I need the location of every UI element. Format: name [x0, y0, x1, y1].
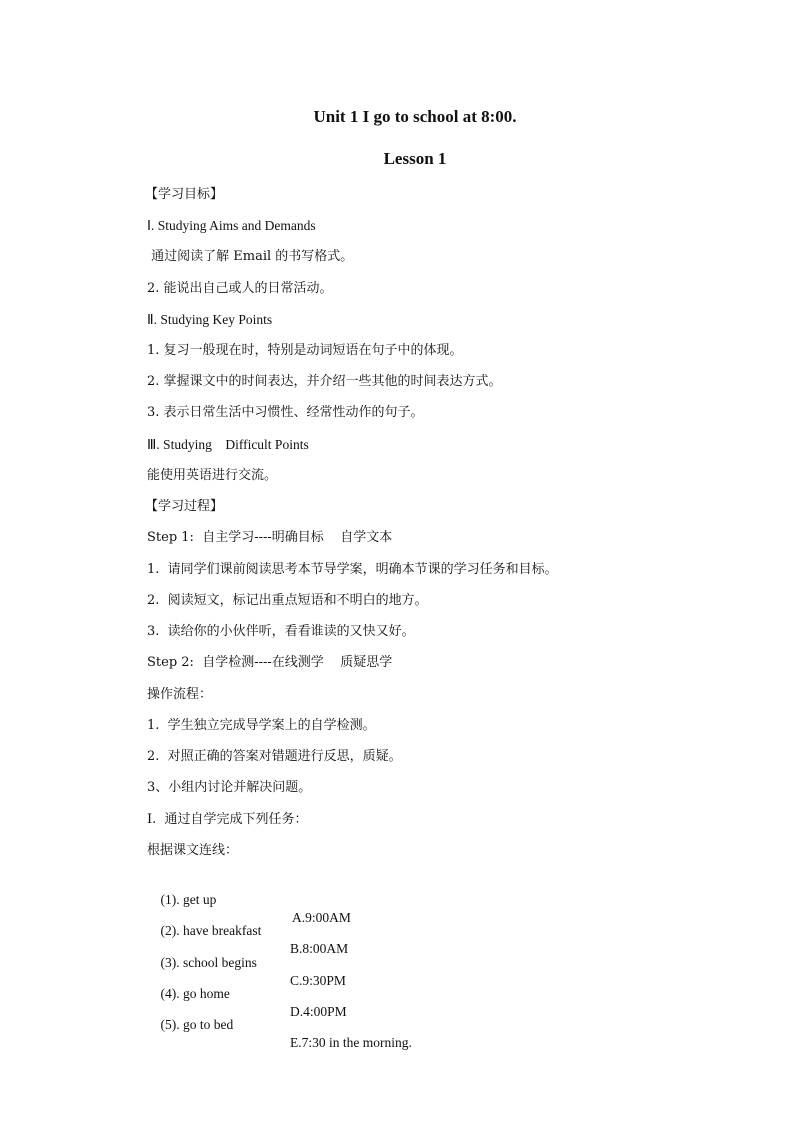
matching-activity: (4). go home	[160, 986, 230, 1001]
task-heading: I. 通过自学完成下列任务：	[147, 812, 308, 827]
matching-instruction: 根据课文连线：	[147, 843, 239, 858]
matching-time: A.9:00AM	[292, 910, 351, 925]
key-points-heading: Ⅱ. Studying Key Points	[147, 312, 273, 327]
key-point-item: 1. 复习一般现在时，特别是动词短语在句子中的体现。	[147, 343, 463, 358]
matching-activity: (5). go to bed	[160, 1017, 234, 1032]
matching-time: D.4:00PM	[290, 1004, 347, 1019]
matching-activity: (1). get up	[160, 892, 217, 907]
aim-item: 通过阅读了解 Email 的书写格式。	[147, 249, 354, 264]
aims-heading: Ⅰ. Studying Aims and Demands	[147, 218, 316, 233]
key-point-item: 3. 表示日常生活中习惯性、经常性动作的句子。	[147, 405, 424, 420]
difficult-points-heading: Ⅲ. Studying Difficult Points	[147, 437, 309, 452]
matching-time: B.8:00AM	[290, 941, 349, 956]
matching-activity: (2). have breakfast	[160, 923, 262, 938]
step-item: 3. 读给你的小伙伴听，看看谁读的又快又好。	[147, 624, 415, 639]
step-item: 2. 阅读短文，标记出重点短语和不明白的地方。	[147, 593, 428, 608]
matching-time: E.7:30 in the morning.	[290, 1035, 412, 1050]
lesson-heading: Lesson 1	[383, 149, 447, 168]
matching-activity: (3). school begins	[160, 955, 257, 970]
procedure-label: 操作流程：	[147, 687, 213, 702]
step-item: 1. 请同学们课前阅读思考本节导学案，明确本节课的学习任务和目标。	[147, 562, 558, 577]
difficult-point-item: 能使用英语进行交流。	[147, 468, 278, 483]
procedure-item: 2. 对照正确的答案对错题进行反思，质疑。	[147, 749, 402, 764]
key-point-item: 2. 掌握课文中的时间表达，并介绍一些其他的时间表达方式。	[147, 374, 502, 389]
procedure-item: 1. 学生独立完成导学案上的自学检测。	[147, 718, 376, 733]
document-title: Unit 1 I go to school at 8:00.	[313, 107, 517, 126]
section-heading-goals: 【学习目标】	[145, 187, 224, 202]
section-heading-process: 【学习过程】	[145, 499, 224, 514]
procedure-item: 3、小组内讨论并解决问题。	[147, 780, 312, 795]
step-heading: Step 1: 自主学习----明确目标 自学文本	[147, 530, 393, 545]
step-heading: Step 2: 自学检测----在线测学 质疑思学	[147, 655, 393, 670]
matching-time: C.9:30PM	[290, 973, 346, 988]
aim-item: 2. 能说出自己或人的日常活动。	[147, 281, 333, 296]
